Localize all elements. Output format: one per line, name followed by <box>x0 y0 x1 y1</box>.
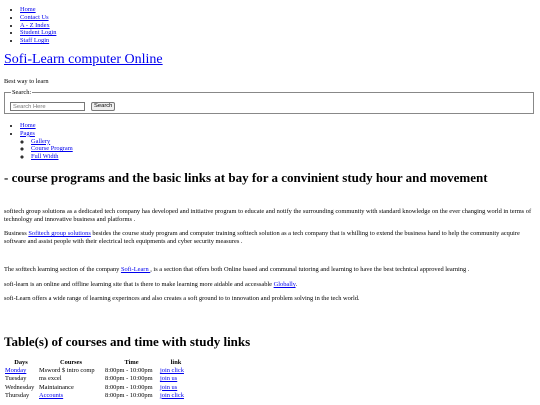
link-cell <box>159 384 193 392</box>
link-cell <box>159 375 193 383</box>
days-column-header: Days <box>14 359 28 366</box>
site-tagline: Best way to learn <box>4 78 49 85</box>
submenu-item-full-width <box>31 153 73 161</box>
link-cell <box>159 367 193 375</box>
online-learning-paragraph <box>4 281 538 289</box>
courses-table <box>4 359 193 400</box>
courses-column-header: Courses <box>59 359 82 366</box>
intro-paragraph: sofitech group solutions as a dedicated tech company has developed and initiative program to educate and notify the surrounding community with standard knowledge on the ever changing world in terms of technology and innovative business and platforms . <box>4 208 532 223</box>
top-nav-item-az-index <box>20 22 56 30</box>
search-button[interactable]: Search <box>91 102 115 111</box>
top-nav-item-contact <box>20 14 56 22</box>
join-link[interactable]: join click <box>160 367 184 375</box>
time-column-header: Time <box>124 359 139 366</box>
table-header-row <box>4 359 193 367</box>
globally-link[interactable]: Globally <box>273 281 296 288</box>
business-paragraph-rest: besides the course study program and computer training softtech solution as a tech company that is whilling to extend the business hand to help the community acquire software and assist people with their electrical tech equipments and cyber security measures . <box>4 230 520 245</box>
submenu-item-course-program <box>31 145 73 153</box>
table-row <box>4 392 193 400</box>
full-width-link[interactable]: Full Width <box>31 153 59 161</box>
search-input[interactable] <box>10 102 85 111</box>
join-link[interactable]: join click <box>160 391 184 399</box>
table-row <box>4 367 193 375</box>
time-cell: 8:00pm - 10:00pm <box>105 391 153 399</box>
link-cell <box>159 392 193 400</box>
pages-submenu <box>20 138 73 161</box>
table-row <box>4 375 193 383</box>
learning-section-rest: , is a section that offers both Online based and communal tutoring and learning to have the best technical approved learning . <box>150 266 470 273</box>
day-cell: Thursday <box>5 391 30 399</box>
main-nav-pages-link[interactable]: Pages <box>20 129 35 137</box>
student-login-link[interactable]: Student Login <box>20 29 57 37</box>
experience-paragraph: sofi-Learn offers a wide range of learning experinces and also creates a soft ground to to innovation and problem solving in the tech world. <box>4 295 360 302</box>
day-cell: Tuesday <box>5 375 27 383</box>
staff-login-link[interactable]: Staff Login <box>20 37 50 45</box>
top-nav-item-home <box>20 6 56 14</box>
link-column-header: link <box>170 359 182 366</box>
submenu-item-gallery <box>31 138 73 146</box>
course-cell: Maintainance <box>39 383 74 391</box>
time-cell: 8:00pm - 10:00pm <box>105 383 153 391</box>
learning-section-paragraph <box>4 266 538 274</box>
main-nav-item-pages <box>20 130 73 161</box>
day-cell <box>4 367 38 375</box>
contact-us-link[interactable]: Contact Us <box>20 13 49 21</box>
course-link[interactable]: Accounts <box>39 391 64 399</box>
table-row <box>4 384 193 392</box>
course-cell <box>38 392 104 400</box>
course-cell: ms excel <box>39 375 62 383</box>
courses-table-heading: Table(s) of courses and time with study links <box>4 334 251 349</box>
join-link[interactable]: join us <box>160 383 178 391</box>
business-paragraph <box>4 230 538 246</box>
sofi-learn-link[interactable]: Sofi-Learn <box>120 266 151 273</box>
main-nav-item-home <box>20 122 73 130</box>
course-program-link[interactable]: Course Program <box>31 145 73 153</box>
top-nav <box>10 6 56 45</box>
sofitech-group-link[interactable]: Sofitech group solutions <box>28 230 91 237</box>
main-nav <box>10 122 73 161</box>
gallery-link[interactable]: Gallery <box>31 137 51 145</box>
home-link[interactable]: Home <box>20 6 36 13</box>
business-paragraph-lead: Business <box>4 230 29 237</box>
a-z-index-link[interactable]: A - Z Index <box>20 21 50 29</box>
main-nav-home-link[interactable]: Home <box>20 122 36 129</box>
join-link[interactable]: join us <box>160 375 178 383</box>
top-nav-item-staff-login <box>20 37 56 45</box>
site-title-link[interactable]: Sofi-Learn computer Online <box>4 52 163 67</box>
site-title <box>4 52 163 69</box>
online-learning-lead: sofi-learn is an online and offline learning site that is there to make learning more aidable and accessable <box>4 281 274 288</box>
online-learning-end: . <box>295 281 298 288</box>
page-headline: - course programs and the basic links at bay for a convinient study hour and movement <box>4 170 488 185</box>
day-cell: Wednesday <box>5 383 35 391</box>
learning-section-lead: The softtech learning section of the company <box>4 266 121 273</box>
search-legend: Search: <box>12 89 32 96</box>
day-link[interactable]: Monday <box>5 367 27 375</box>
time-cell: 8:00pm - 10:00pm <box>105 375 153 383</box>
search-form <box>4 89 534 114</box>
courses-table-body <box>4 367 193 400</box>
top-nav-item-student-login <box>20 29 56 37</box>
time-cell: 8:00pm - 10:00pm <box>105 367 153 375</box>
course-cell: Msword $ intro comp <box>39 367 95 375</box>
